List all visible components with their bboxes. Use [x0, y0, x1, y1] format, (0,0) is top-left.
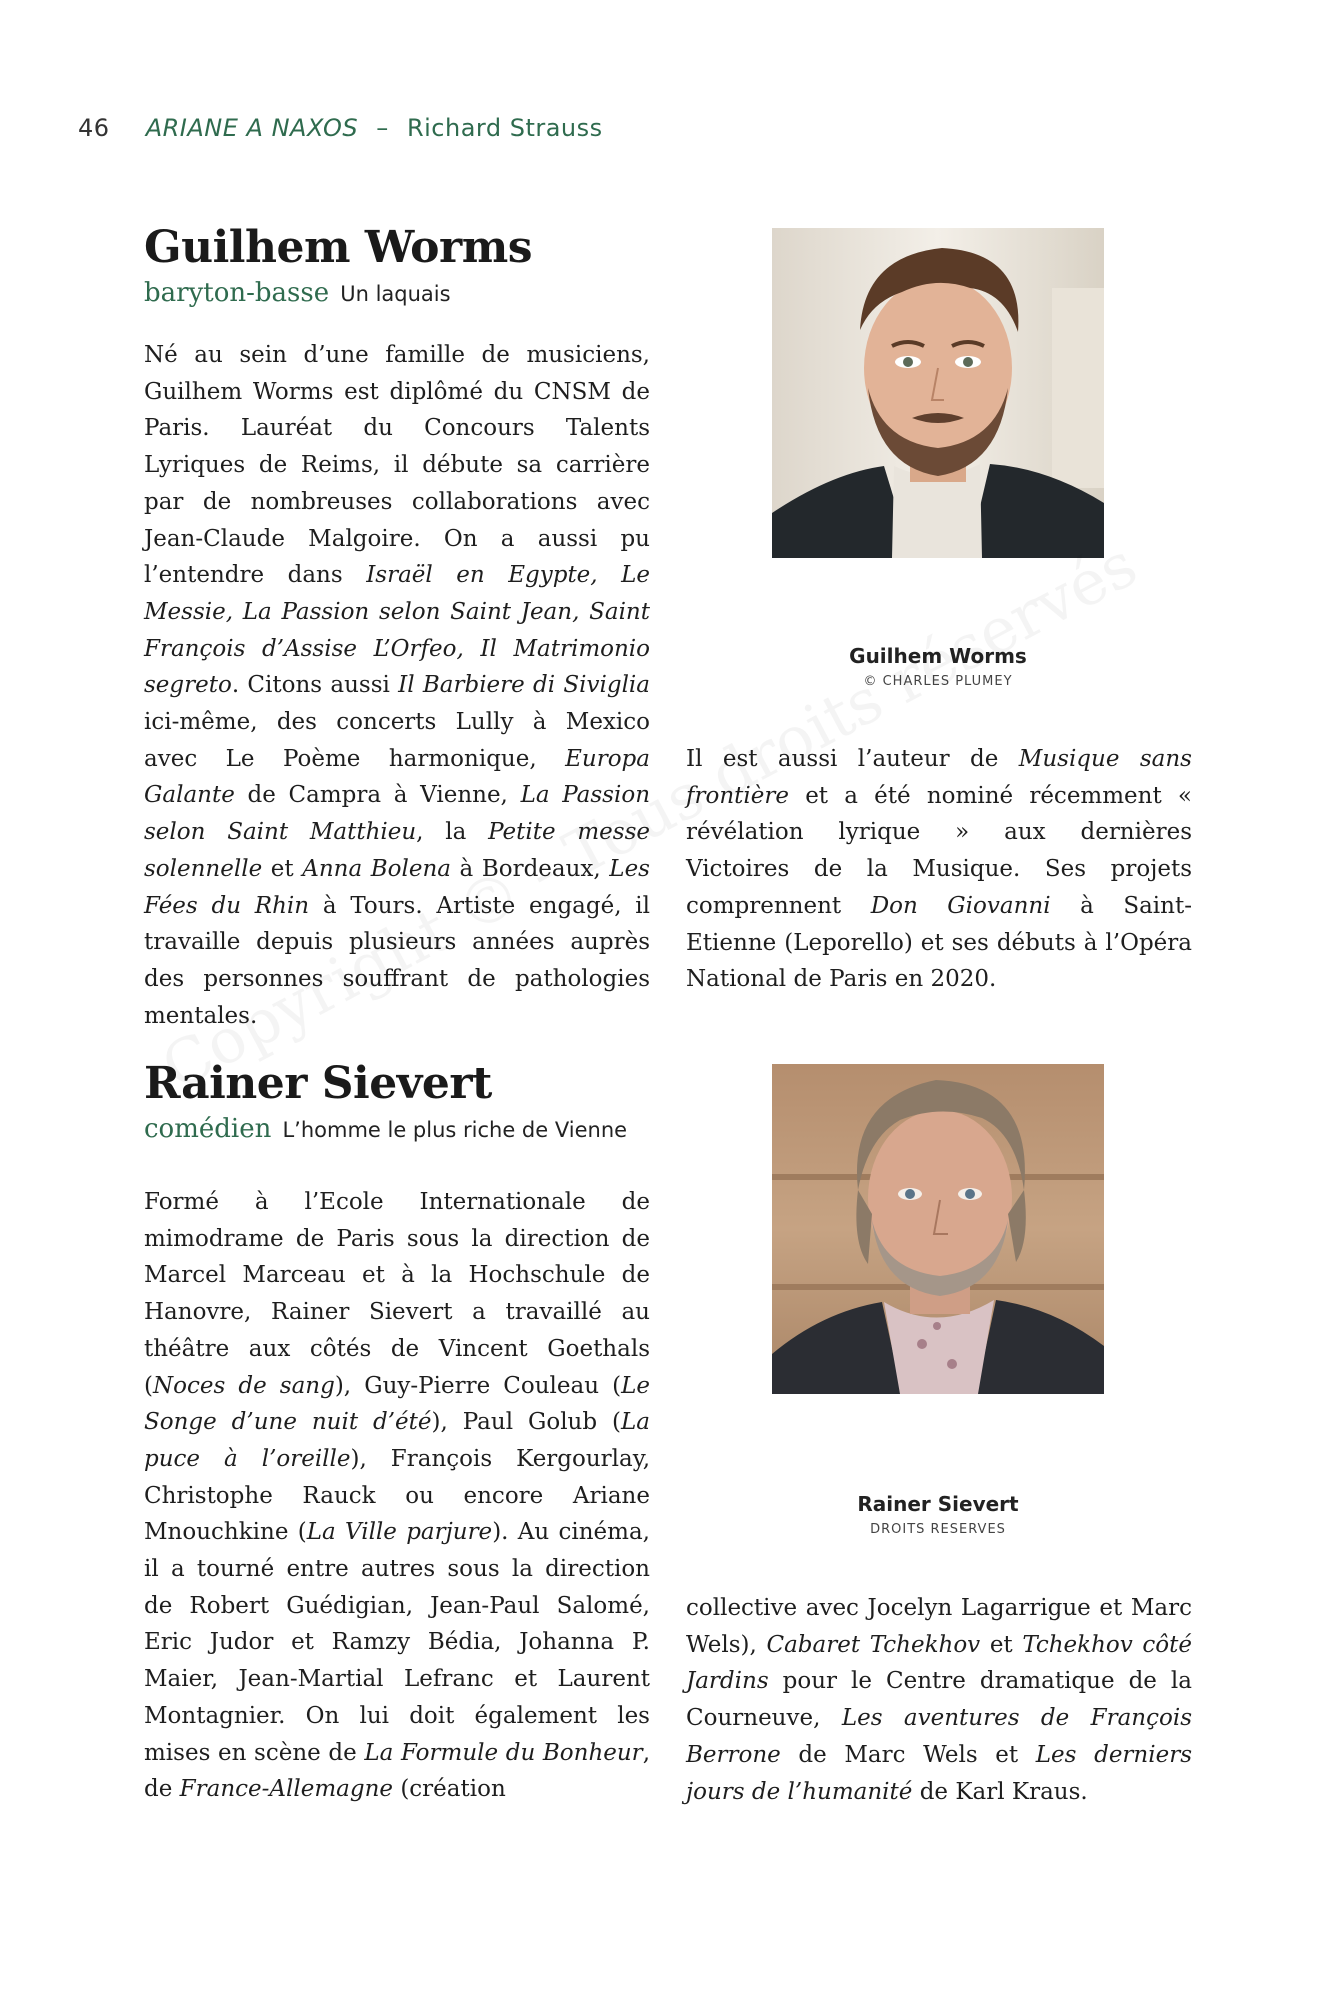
bio-text: et a été nominé récemment « révélation lyrique » aux dernières Victoires de la Musique. Ses projets comprennent: [686, 782, 1192, 919]
artist-bio-left: [144, 1184, 650, 1808]
role-name: L’homme le plus riche de Vienne: [282, 1118, 628, 1142]
bio-text: de Karl Kraus.: [912, 1778, 1088, 1805]
bio-text: à Saint-Etienne (Leporello) et ses débuts à l’Opéra National de Paris en 2020.: [686, 892, 1192, 993]
bio-text: à Bordeaux,: [450, 855, 610, 882]
work-title: La Formule du Bonheur: [364, 1739, 643, 1766]
bio-text: (création: [393, 1776, 506, 1803]
portrait-image: [772, 228, 1104, 558]
bio-text: de Marc Wels et: [780, 1741, 1036, 1768]
artist-bio-right: [686, 741, 1192, 998]
artist-bio-left: [144, 337, 650, 1034]
work-title: Europa Galante: [144, 745, 650, 809]
voice-type: baryton-basse: [144, 278, 330, 308]
bio-text: à Tours. Artiste engagé, il travaille depuis plusieurs années auprès des personnes souffrant de pathologies mentales.: [144, 892, 651, 1029]
voice-type: comédien: [144, 1114, 272, 1144]
photo-credit: DROITS RESERVES: [870, 1522, 1006, 1537]
bio-text: pour le Centre dramatique de la Courneuve,: [686, 1668, 1192, 1732]
opera-title: ARIANE A NAXOS: [145, 114, 359, 142]
bio-text: Formé à l’Ecole Internationale de mimodrame de Paris sous la direction de Marcel Marceau et à la Hochschule de Hanovre, Rainer Sievert a travaillé au théâtre aux côtés de Vincent Goethals (: [144, 1189, 650, 1399]
bio-text: collective avec Jocelyn Lagarrigue et Marc Wels),: [686, 1595, 1192, 1658]
bio-text: Il est aussi l’auteur de: [686, 746, 1019, 772]
bio-text: . Citons aussi: [231, 672, 399, 699]
work-title: Il Barbiere di Siviglia: [398, 672, 650, 699]
composer-name: Richard Strauss: [406, 114, 603, 142]
bio-text: ici-même, des concerts Lully à Mexico avec Le Poème harmonique,: [144, 709, 650, 772]
photo-caption-name: Guilhem Worms: [849, 644, 1027, 668]
bio-text: et: [262, 855, 303, 882]
work-title: France-Allemagne: [179, 1776, 394, 1803]
work-title: La puce à l’oreille: [144, 1409, 650, 1472]
photo-credit: © CHARLES PLUMEY: [863, 674, 1013, 689]
portrait-image: [772, 1064, 1104, 1394]
role-name: Un laquais: [340, 282, 451, 306]
bio-text: ), Guy-Pierre Couleau (: [334, 1372, 622, 1399]
work-title: Don Giovanni: [870, 892, 1051, 919]
bio-text: Né au sein d’une famille de musiciens, Guilhem Worms est diplômé du CNSM de Paris. Lauréat du Concours Talents Lyriques de Reims, il débute sa carrière par de nombreuses collaborations avec Jean-Claude Malgoire. On a aussi pu l’entendre dans: [144, 342, 650, 589]
photo-caption-name: Rainer Sievert: [857, 1492, 1019, 1516]
bio-text: et: [980, 1631, 1023, 1658]
work-title: Tchekhov côté Jardins: [686, 1631, 1192, 1695]
bio-text: ), Paul Golub (: [431, 1409, 621, 1436]
bio-text: , de: [144, 1739, 650, 1803]
work-title: Cabaret Tchekhov: [766, 1631, 981, 1658]
work-title: Anna Bolena: [302, 855, 451, 882]
work-title: Les Fées du Rhin: [144, 855, 650, 919]
header-separator: –: [376, 114, 389, 142]
artist-name: Guilhem Worms: [144, 222, 533, 273]
artist-photo: [772, 228, 1104, 558]
page-header: [78, 114, 603, 142]
work-title: Le Songe d’une nuit d’été: [144, 1372, 650, 1436]
bio-text: ), François Kergourlay, Christophe Rauck ou encore Ariane Mnouchkine (: [144, 1445, 650, 1546]
work-title: Les derniers jours de l’humanité: [686, 1741, 1193, 1805]
artist-bio-right: [686, 1590, 1192, 1810]
artist-role-line: [144, 278, 451, 308]
artist-photo: [772, 1064, 1104, 1394]
bio-text: de Campra à Vienne,: [234, 782, 521, 809]
work-title: Israël en Egypte, Le Messie, La Passion selon Saint Jean, Saint François d’Assise L’Orfeo, Il Matrimonio segreto: [144, 562, 651, 699]
artist-role-line: [144, 1114, 627, 1144]
work-title: La Passion selon Saint Matthieu: [144, 782, 651, 846]
bio-text: ). Au cinéma, il a tourné entre autres sous la direction de Robert Guédigian, Jean-Paul Salomé, Eric Judor et Ramzy Bédia, Johanna P. Maier, Jean-Martial Lefranc et Laurent Montagnier. On lui doit également les mises en scène de: [144, 1519, 650, 1766]
work-title: Musique sans frontière: [686, 746, 1192, 809]
work-title: La Ville parjure: [306, 1519, 493, 1546]
work-title: Petite messe solennelle: [144, 819, 650, 882]
bio-text: , la: [416, 819, 489, 846]
artist-name: Rainer Sievert: [144, 1058, 492, 1109]
page-number: 46: [78, 114, 110, 142]
work-title: Noces de sang: [152, 1372, 335, 1399]
work-title: Les aventures de François Berrone: [686, 1705, 1192, 1768]
